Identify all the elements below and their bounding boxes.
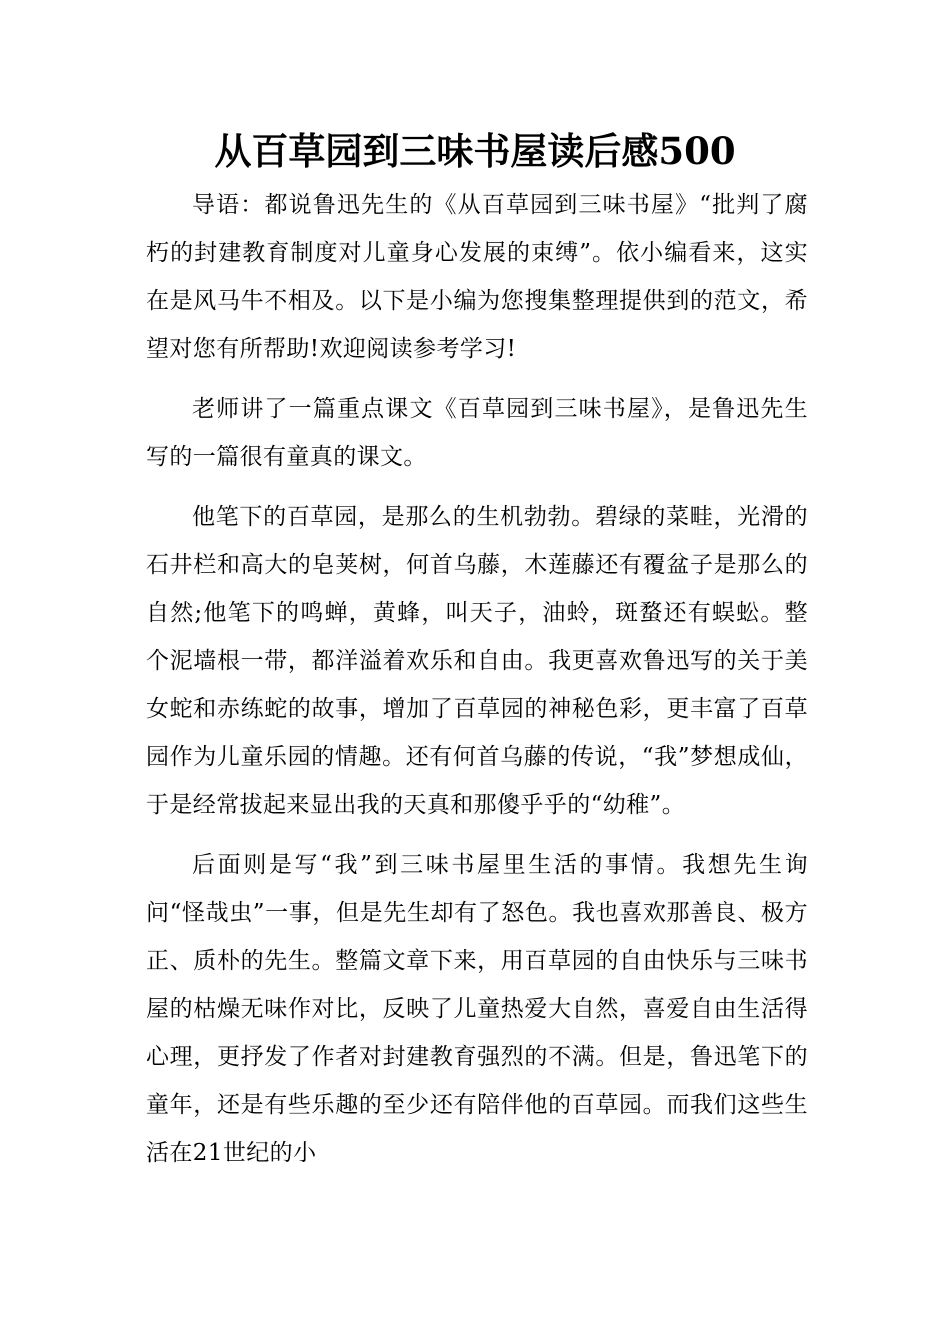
paragraph-sanwei-shuwu: 后面则是写“我”到三味书屋里生活的事情。我想先生询问“怪哉虫”一事，但是先生却有了怒色。我也喜欢那善良、极方正、质朴的先生。整篇文章下来，用百草园的自由快乐与三味书屋的枯燥无味作对比，反映了儿童热爱大自然，喜爱自由生活得心理，更抒发了作者对封建教育强烈的不满。但是，鲁迅笔下的童年，还是有些乐趣的至少还有陪伴他的百草园。而我们这些生活在21世纪的小 [146,852,808,1166]
paragraph-intro: 导语：都说鲁迅先生的《从百草园到三味书屋》“批判了腐朽的封建教育制度对儿童身心发展的束缚”。依小编看来，这实在是风马牛不相及。以下是小编为您搜集整理提供到的范文，希望对您有所帮助!欢迎阅读参考学习! [146,192,808,362]
document-body [146,181,808,1177]
paragraph-teacher-lesson: 老师讲了一篇重点课文《百草园到三味书屋》，是鲁迅先生写的一篇很有童真的课文。 [146,396,808,470]
paragraph-baicaoyuan: 他笔下的百草园，是那么的生机勃勃。碧绿的菜畦，光滑的石井栏和高大的皂荚树，何首乌藤，木莲藤还有覆盆子是那么的自然;他笔下的鸣蝉，黄蜂，叫天子，油蛉，斑蝥还有蜈蚣。整个泥墙根一带，都洋溢着欢乐和自由。我更喜欢鲁迅写的关于美女蛇和赤练蛇的故事，增加了百草园的神秘色彩，更丰富了百草园作为儿童乐园的情趣。还有何首乌藤的传说，“我”梦想成仙，于是经常拔起来显出我的天真和那傻乎乎的“幼稚”。 [146,504,808,818]
document-title: 从百草园到三味书屋读后感500 [214,129,736,173]
